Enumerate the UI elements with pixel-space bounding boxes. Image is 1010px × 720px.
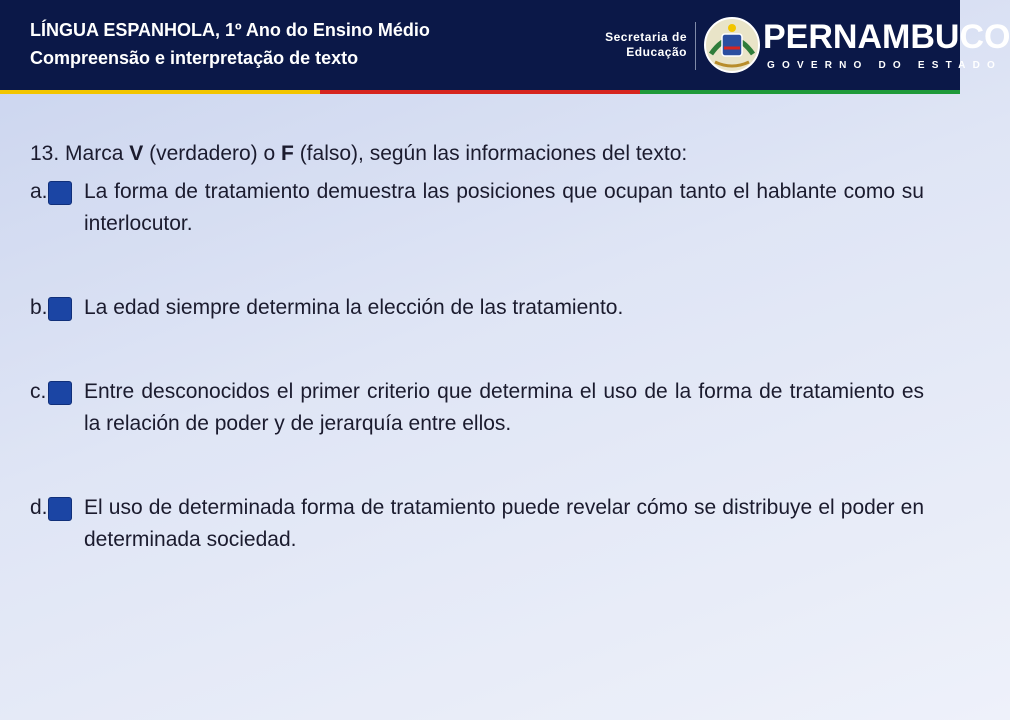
- answer-box[interactable]: [48, 497, 72, 521]
- question-statement: [30, 138, 924, 170]
- item-letter: c.: [30, 380, 47, 403]
- statement-item-c: [30, 376, 924, 440]
- brand-subtitle: GOVERNO DO ESTADO: [767, 60, 1003, 71]
- item-text: La forma de tratamiento demuestra las posiciones que ocupan tanto el hablante como su interlocutor.: [84, 180, 924, 235]
- brand-name: PERNAMBUCO: [763, 18, 1010, 56]
- question-content: [30, 138, 924, 556]
- secretaria-label: [605, 30, 687, 60]
- answer-box[interactable]: [48, 297, 72, 321]
- statement-item-a: [30, 176, 924, 240]
- header-titles: [30, 16, 430, 72]
- secretaria-line2: Educação: [626, 45, 687, 59]
- stripe-yellow: [0, 90, 320, 94]
- pernambuco-crest-icon: [701, 14, 763, 76]
- stripe-green: [640, 90, 960, 94]
- item-letter: b.: [30, 296, 48, 319]
- item-text: El uso de determinada forma de tratamiento puede revelar cómo se distribuye el poder en determinada sociedad.: [84, 496, 924, 551]
- answer-box[interactable]: [48, 381, 72, 405]
- color-stripe: [0, 90, 960, 94]
- header-bar: [0, 0, 1010, 90]
- topic-title: Compreensão e interpretação de texto: [30, 48, 359, 68]
- answer-box[interactable]: [48, 181, 72, 205]
- secretaria-line1: Secretaria de: [605, 30, 687, 44]
- item-letter: a.: [30, 180, 48, 203]
- question-f: F: [281, 142, 294, 165]
- statement-item-d: [30, 492, 924, 556]
- item-text: La edad siempre determina la elección de las tratamiento.: [84, 296, 624, 319]
- question-text-falso: (falso), según las informaciones del texto:: [299, 142, 688, 165]
- item-text: Entre desconocidos el primer criterio que determina el uso de la forma de tratamiento es la relación de poder y de jerarquía entre ellos.: [84, 380, 924, 435]
- item-letter: d.: [30, 496, 48, 519]
- logo-divider: [695, 22, 696, 70]
- stripe-red: [320, 90, 640, 94]
- statement-item-b: [30, 292, 924, 324]
- subject-title: LÍNGUA ESPANHOLA, 1º Ano do Ensino Médio: [30, 20, 430, 40]
- pernambuco-logo: [605, 12, 1010, 80]
- question-number: 13.: [30, 142, 60, 165]
- question-text-marca: Marca: [65, 142, 124, 165]
- question-v: V: [129, 142, 144, 165]
- question-text-verdadero: (verdadero) o: [149, 142, 276, 165]
